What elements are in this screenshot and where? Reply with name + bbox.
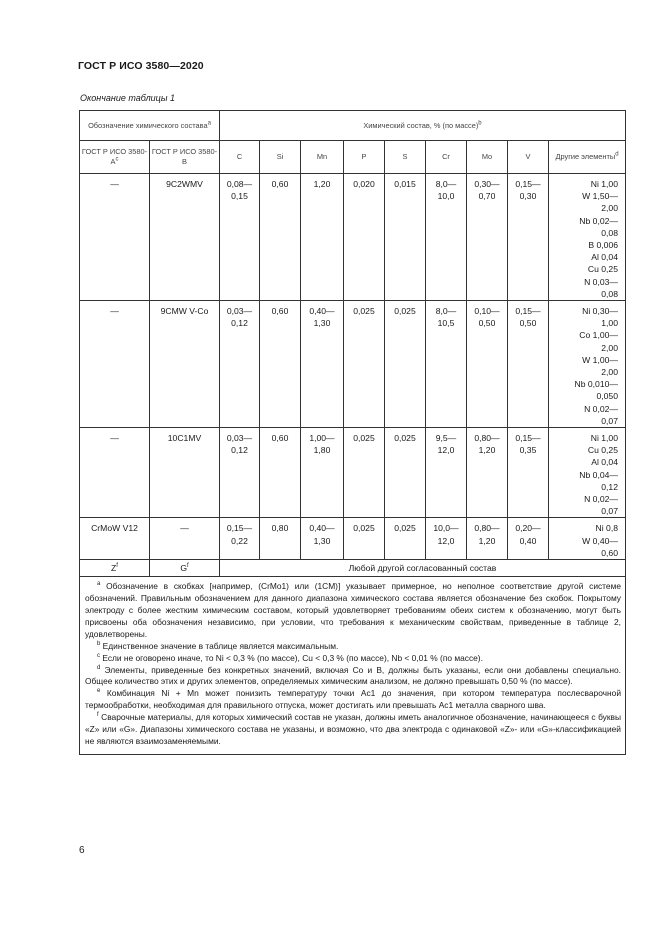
table-row-any-composition	[80, 560, 626, 577]
chemical-composition-table	[79, 110, 626, 755]
footnote: $^a$ Обозначение в скобках [например, (CrMo1) или (1CM)] указывает примерное, но неполное соответствие другой системе обозначений. Правильным обозначением для данного диапазона химического состава является обозначение без скобок. Покрытому электроду с более жестким химическим составом, который удовлетворяет требованиям обеих систем к обозначению, могут быть присвоены оба обозначения независимо, при условии, что требования к механическим свойствам, приведенные в таблице 2, удовлетворены.	[85, 581, 621, 639]
cell-any-composition: Любой другой согласованный состав	[220, 560, 626, 577]
cell-s: 0,025	[385, 518, 426, 560]
cell-designation-b: 9C2WMV	[150, 174, 220, 301]
table-row	[80, 518, 626, 560]
col-header-b: ГОСТ Р ИСО 3580-В	[150, 141, 220, 174]
cell-si: 0,80	[260, 518, 301, 560]
cell-mn: 1,20	[301, 174, 344, 301]
cell-si: 0,60	[260, 301, 301, 428]
cell-c: 0,15— 0,22	[220, 518, 260, 560]
cell-other-elements: Ni 0,30— 1,00 Co 1,00— 2,00 W 1,00— 2,00 Nb 0,010— 0,050 N 0,02— 0,07	[549, 301, 626, 428]
cell-c: 0,08— 0,15	[220, 174, 260, 301]
col-header-si: Si	[260, 141, 301, 174]
cell-mo: 0,30— 0,70	[467, 174, 508, 301]
table-caption: Окончание таблицы 1	[80, 93, 175, 103]
cell-designation-a: —	[80, 301, 150, 428]
cell-c: 0,03— 0,12	[220, 301, 260, 428]
table-row	[80, 301, 626, 428]
table-header-row-1	[80, 111, 626, 141]
cell-mn: 0,40— 1,30	[301, 301, 344, 428]
footnote: $^d$ Элементы, приведенные без конкретных значений, включая Co и B, должны быть указаны, если они добавлены специально. Общее количество этих и других элементов, определяемых химическим анализом, не должно превышать 0,50 % (по массе).	[85, 664, 621, 687]
cell-p: 0,025	[344, 428, 385, 518]
cell-mn: 0,40— 1,30	[301, 518, 344, 560]
col-header-cr: Cr	[426, 141, 467, 174]
document-header: ГОСТ Р ИСО 3580—2020	[78, 60, 204, 72]
cell-designation-a: —	[80, 428, 150, 518]
footnote: $^b$ Единственное значение в таблице является максимальным.	[97, 640, 339, 651]
cell-p: 0,025	[344, 301, 385, 428]
cell-other-elements: Ni 1,00 Cu 0,25 Al 0,04 Nb 0,04— 0,12 N 0,02— 0,07	[549, 428, 626, 518]
col-header-other: Другие элементы$^d$	[549, 141, 626, 174]
table-row	[80, 428, 626, 518]
cell-other-elements: Ni 1,00 W 1,50— 2,00 Nb 0,02— 0,08 B 0,006 Al 0,04 Cu 0,25 N 0,03— 0,08	[549, 174, 626, 301]
table-header-row-2	[80, 141, 626, 174]
cell-designation-b: 10C1MV	[150, 428, 220, 518]
cell-p: 0,025	[344, 518, 385, 560]
footnote: $^e$ Комбинация Ni + Mn может понизить температуру точки Ac1 до значения, при котором температура послесварочной термообработки, необходимая для правильного отпуска, может достигать или превышать Ac1 металла сварного шва.	[85, 688, 621, 711]
page-number: 6	[79, 845, 85, 856]
cell-mo: 0,80— 1,20	[467, 518, 508, 560]
table-notes-row	[80, 577, 626, 755]
cell-cr: 8,0— 10,5	[426, 301, 467, 428]
cell-cr: 8,0— 10,0	[426, 174, 467, 301]
col-header-mn: Mn	[301, 141, 344, 174]
cell-designation-a: CrMoW V12	[80, 518, 150, 560]
cell-cr: 10,0— 12,0	[426, 518, 467, 560]
table-notes	[80, 577, 626, 755]
col-header-p: P	[344, 141, 385, 174]
cell-cr: 9,5— 12,0	[426, 428, 467, 518]
designation-header-cell: Обозначение химического состава$^a$	[80, 111, 220, 141]
cell-v: 0,20— 0,40	[508, 518, 549, 560]
cell-designation-a: $Z^f$	[80, 560, 150, 577]
cell-mn: 1,00— 1,80	[301, 428, 344, 518]
footnote: $^f$ Сварочные материалы, для которых химический состав не указан, должны иметь аналогичное обозначение, начинающееся с буквы «Z» или «G». Диапазоны химического состава не указаны, и возможно, что два электрода с одинаковой «Z»- или «G»-классификацией не являются взаимозаменяемыми.	[85, 712, 622, 747]
col-header-mo: Mo	[467, 141, 508, 174]
col-header-a: ГОСТ Р ИСО $3580-А^c$	[80, 141, 150, 174]
cell-designation-b: $G^f$	[150, 560, 220, 577]
cell-s: 0,015	[385, 174, 426, 301]
composition-header-cell: Химический состав, % (по массе)$^b$	[220, 111, 626, 141]
table-row	[80, 174, 626, 301]
cell-other-elements: Ni 0,8 W 0,40— 0,60	[549, 518, 626, 560]
cell-v: 0,15— 0,30	[508, 174, 549, 301]
col-header-s: S	[385, 141, 426, 174]
col-header-v: V	[508, 141, 549, 174]
cell-mo: 0,80— 1,20	[467, 428, 508, 518]
cell-v: 0,15— 0,50	[508, 301, 549, 428]
cell-si: 0,60	[260, 174, 301, 301]
cell-si: 0,60	[260, 428, 301, 518]
cell-p: 0,020	[344, 174, 385, 301]
col-header-c: C	[220, 141, 260, 174]
cell-v: 0,15— 0,35	[508, 428, 549, 518]
cell-designation-b: —	[150, 518, 220, 560]
cell-designation-a: —	[80, 174, 150, 301]
cell-c: 0,03— 0,12	[220, 428, 260, 518]
footnote: $^c$ Если не оговорено иначе, то Ni < 0,3 % (по массе), Cu < 0,3 % (по массе), Nb < 0,01 % (по массе).	[97, 652, 483, 663]
cell-mo: 0,10— 0,50	[467, 301, 508, 428]
cell-s: 0,025	[385, 301, 426, 428]
cell-designation-b: 9CMW V-Co	[150, 301, 220, 428]
cell-s: 0,025	[385, 428, 426, 518]
